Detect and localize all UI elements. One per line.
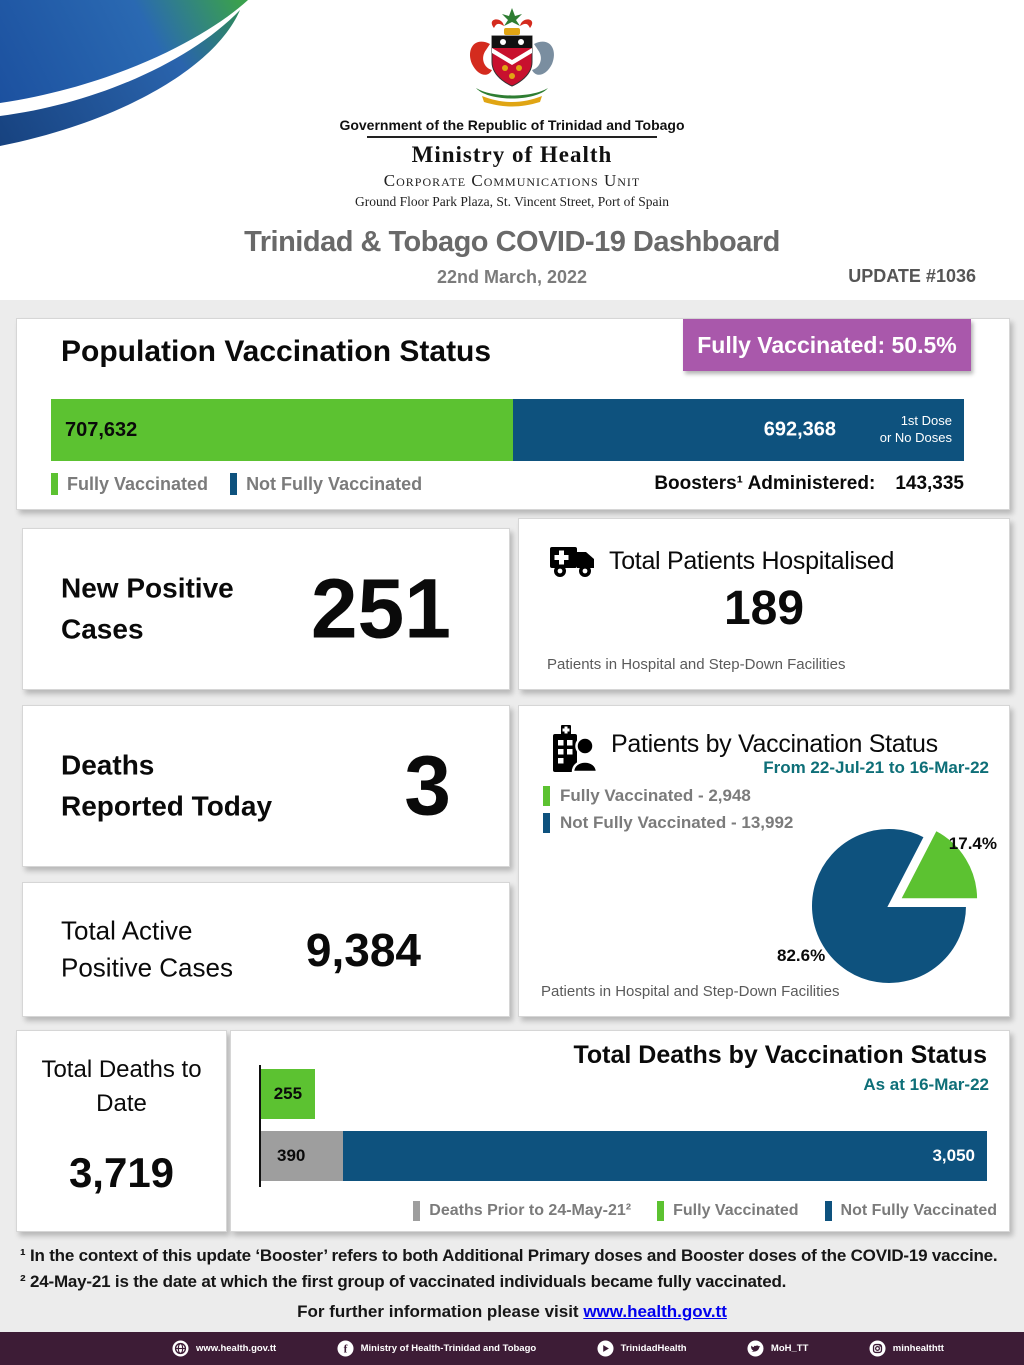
page-title: Trinidad & Tobago COVID-19 Dashboard xyxy=(244,226,780,258)
popbar-fully-segment xyxy=(51,399,513,461)
globe-icon xyxy=(172,1340,189,1357)
footer-youtube[interactable] xyxy=(597,1340,687,1357)
population-vaccination-card xyxy=(16,318,1010,510)
unit-name: Corporate Communications Unit xyxy=(383,171,641,190)
active-cases-card xyxy=(22,882,510,1017)
population-stacked-bar xyxy=(51,399,964,461)
header xyxy=(0,6,1024,210)
twitter-icon xyxy=(747,1340,764,1357)
blue-legend-marker xyxy=(230,473,237,495)
patients-by-status-card xyxy=(518,705,1010,1017)
header-rule xyxy=(367,136,657,138)
boosters-value: 143,335 xyxy=(895,473,964,494)
footer-label: Ministry of Health-Trinidad and Tobago xyxy=(360,1343,537,1354)
new-cases-title: New Positive Cases xyxy=(61,572,234,644)
health-gov-link[interactable]: www.health.gov.tt xyxy=(583,1302,727,1321)
facebook-icon xyxy=(337,1340,354,1357)
boosters-label: Boosters¹ Administered: xyxy=(654,473,876,494)
footer-label: www.health.gov.tt xyxy=(196,1343,277,1354)
popbar-notfully-segment xyxy=(513,399,964,461)
green-legend-marker xyxy=(657,1201,664,1221)
deaths-today-value: 3 xyxy=(404,738,451,833)
coat-of-arms xyxy=(456,6,568,110)
legend-item-notfully xyxy=(543,813,793,833)
legend-label: Fully Vaccinated xyxy=(673,1202,799,1219)
legend-label: Fully Vaccinated xyxy=(67,473,209,494)
ambulance-icon xyxy=(549,541,597,581)
footnotes xyxy=(20,1243,997,1296)
patients-by-status-title: Patients by Vaccination Status xyxy=(611,730,938,758)
popbar-notfully-value: 692,368 xyxy=(763,418,836,441)
legend-item-fully xyxy=(51,473,208,495)
legend-label: Not Fully Vaccinated xyxy=(246,473,423,494)
new-positive-cases-card xyxy=(22,528,510,690)
patients-by-status-daterange: From 22-Jul-21 to 16-Mar-22 xyxy=(763,758,989,777)
legend-label: Not Fully Vaccinated xyxy=(840,1202,997,1219)
footnote-1: ¹ In the context of this update ‘Booster’ refers to both Additional Primary doses and Booster doses of the COVID-19 vaccine. xyxy=(20,1246,998,1265)
popbar-notfully-note: 1st Dose or No Doses xyxy=(879,413,952,445)
deaths-bar-prior: 390 xyxy=(261,1131,343,1181)
patients-caption: Patients in Hospital and Step-Down Facilities xyxy=(541,983,840,1000)
hospitalised-title: Total Patients Hospitalised xyxy=(609,547,895,575)
footer-label: TrinidadHealth xyxy=(620,1343,687,1354)
green-legend-marker xyxy=(543,786,550,806)
footer-website[interactable] xyxy=(172,1340,276,1357)
hospital-patient-icon xyxy=(547,724,601,774)
deaths-stacked-row xyxy=(261,1131,987,1181)
legend-label: Fully Vaccinated - 2,948 xyxy=(560,786,751,805)
footnote-2: ² 24-May-21 is the date at which the first group of vaccinated individuals became fully vaccinated. xyxy=(20,1272,787,1292)
legend-item-notfully xyxy=(230,473,422,495)
pie-label-notfully: 82.6% xyxy=(777,946,826,965)
social-footer xyxy=(0,1332,1024,1365)
total-deaths-title: Total Deaths to Date xyxy=(41,1056,202,1117)
footer-instagram[interactable] xyxy=(869,1340,944,1357)
deaths-by-status-card xyxy=(230,1030,1010,1232)
hospitalised-value: 189 xyxy=(723,582,805,635)
hospitalised-card xyxy=(518,518,1010,690)
more-info-line xyxy=(0,1302,1024,1322)
footer-label: minhealthtt xyxy=(892,1343,944,1354)
footer-twitter[interactable] xyxy=(747,1340,808,1357)
blue-legend-marker xyxy=(543,813,550,833)
hospitalised-caption: Patients in Hospital and Step-Down Facilities xyxy=(547,656,846,673)
blue-legend-marker xyxy=(825,1201,832,1221)
gray-legend-marker xyxy=(413,1201,420,1221)
new-cases-value: 251 xyxy=(310,561,451,656)
population-title: Population Vaccination Status xyxy=(61,335,492,368)
legend-item-fully xyxy=(543,786,793,806)
update-number: UPDATE #1036 xyxy=(848,266,976,286)
ministry-name: Ministry of Health xyxy=(411,142,613,167)
legend-item-prior xyxy=(413,1201,631,1221)
popbar-fully-value: 707,632 xyxy=(65,418,138,441)
deaths-chart-title: Total Deaths by Vaccination Status xyxy=(573,1041,987,1069)
pie-label-fully: 17.4% xyxy=(948,834,997,853)
youtube-icon xyxy=(597,1340,614,1357)
total-deaths-value: 3,719 xyxy=(68,1149,175,1196)
deaths-bar-notfully: 3,050 xyxy=(343,1131,987,1181)
deaths-bar-chart xyxy=(259,1065,987,1187)
report-date: 22nd March, 2022 xyxy=(436,267,588,287)
fully-vaccinated-badge: Fully Vaccinated: 50.5% xyxy=(683,319,971,371)
government-line: Government of the Republic of Trinidad and Tobago xyxy=(339,117,685,133)
address-line: Ground Floor Park Plaza, St. Vincent Street, Port of Spain xyxy=(355,194,669,209)
legend-item-notfully xyxy=(825,1201,997,1221)
green-legend-marker xyxy=(51,473,58,495)
deaths-bar-fully: 255 xyxy=(261,1069,315,1119)
active-cases-title: Total Active Positive Cases xyxy=(61,914,233,983)
more-info-prefix: For further information please visit xyxy=(297,1302,584,1321)
active-cases-value: 9,384 xyxy=(305,923,421,976)
total-deaths-card xyxy=(16,1030,227,1232)
legend-label: Deaths Prior to 24-May-21² xyxy=(429,1202,632,1219)
boosters-administered xyxy=(654,473,964,495)
instagram-icon xyxy=(869,1340,886,1357)
pie-legend xyxy=(543,786,793,840)
deaths-today-title: Deaths Reported Today xyxy=(61,749,273,821)
footer-label: MoH_TT xyxy=(770,1343,809,1354)
svg-text:f: f xyxy=(343,1343,347,1356)
legend-label: Not Fully Vaccinated - 13,992 xyxy=(560,813,794,832)
population-legend xyxy=(51,473,964,495)
deaths-chart-legend xyxy=(387,1201,997,1221)
deaths-chart-asat: As at 16-Mar-22 xyxy=(863,1075,989,1094)
deaths-today-card xyxy=(22,705,510,867)
footer-facebook[interactable] xyxy=(337,1340,537,1357)
legend-item-fully xyxy=(657,1201,798,1221)
